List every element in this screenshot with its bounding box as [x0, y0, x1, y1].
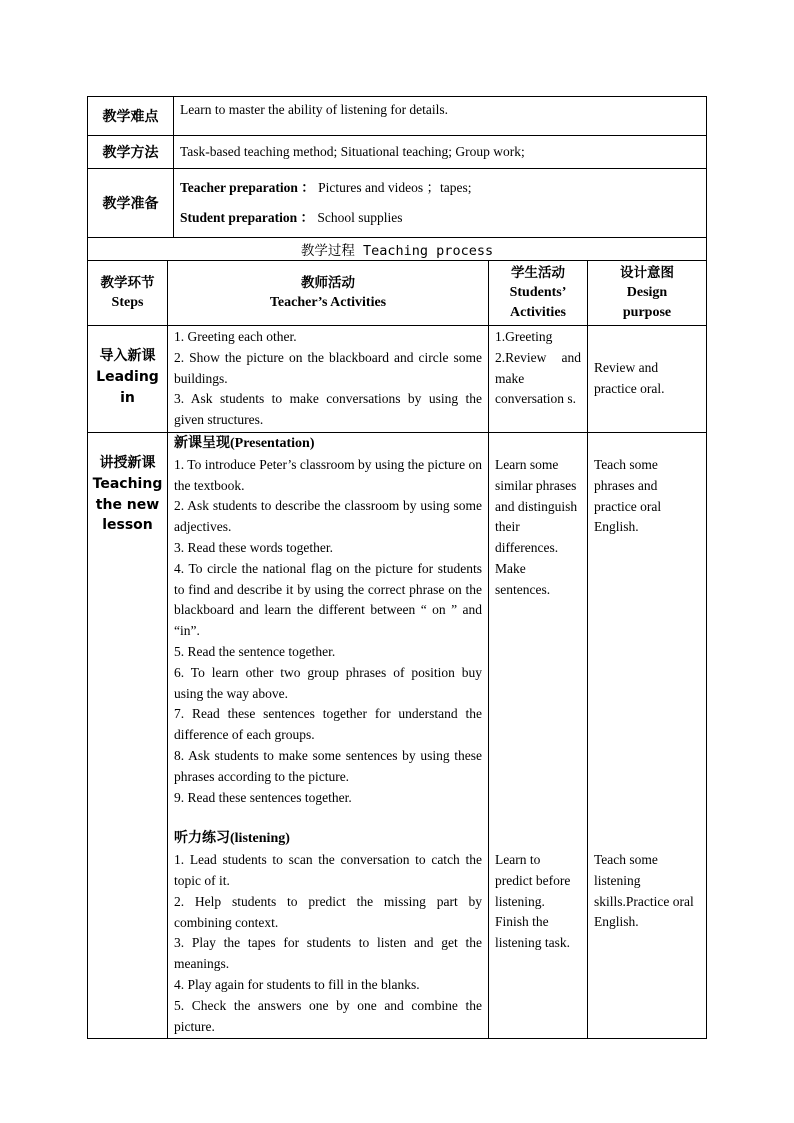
listening-item: 3. Play the tapes for students to listen and get the meanings.: [174, 935, 482, 972]
listening-item: 2. Help students to predict the missing part by combining context.: [174, 893, 482, 930]
leading-in-teacher: [168, 326, 489, 433]
presentation-item: 9. Read these sentences together.: [174, 789, 352, 805]
new-lesson-row: [88, 432, 707, 1038]
presentation-item: 3. Read these words together.: [174, 539, 333, 555]
methods-text: Task-based teaching method; Situational teaching; Group work;: [174, 136, 707, 169]
new-lesson-students: [489, 432, 588, 1038]
purpose-header-en1: Design: [626, 285, 668, 300]
steps-header: [88, 261, 168, 326]
preparation-row: [88, 169, 707, 238]
leading-in-teacher-item: 1. Greeting each other.: [174, 329, 297, 344]
student-preparation-text: School supplies: [317, 210, 403, 225]
listening-item: 5. Check the answers one by one and combine the picture.: [174, 997, 482, 1034]
purpose-header-en2: purpose: [622, 305, 672, 320]
new-lesson-purpose: [588, 432, 707, 1038]
leading-in-step-cn: 导入新课: [99, 348, 156, 364]
process-table: [87, 237, 707, 1039]
column-header-row: [88, 261, 707, 326]
difficulty-label: 教学难点: [88, 97, 174, 136]
listening-item: 4. Play again for students to fill in the blanks.: [174, 976, 420, 992]
presentation-item: 8. Ask students to make some sentences by using these phrases according to the picture.: [174, 747, 482, 784]
difficulty-text: Learn to master the ability of listening for details.: [174, 97, 707, 136]
presentation-purpose: Teach some phrases and practice oral English.: [594, 456, 662, 535]
leading-in-step-en2: in: [120, 389, 135, 406]
design-purpose-header: [588, 261, 707, 326]
listening-item: 1. Lead students to scan the conversation to catch the topic of it.: [174, 852, 482, 888]
steps-header-en: Steps: [111, 295, 144, 310]
presentation-students: Learn some similar phrases and distinguish their differences. Make sentences.: [495, 456, 578, 597]
new-lesson-teacher: [168, 432, 489, 1038]
new-lesson-step: [88, 432, 168, 1038]
leading-in-row: [88, 326, 707, 433]
presentation-item: 2. Ask students to describe the classroom by using some adjectives.: [174, 498, 482, 535]
teacher-preparation-label: Teacher preparation ：: [180, 180, 315, 195]
leading-in-teacher-item: 3. Ask students to make conversations by using the given structures.: [174, 391, 482, 428]
preparation-label: 教学准备: [88, 169, 174, 238]
listening-title: 听力练习(listening): [174, 831, 290, 847]
teacher-preparation: [180, 173, 700, 203]
teacher-activities-header: [168, 261, 489, 326]
difficulty-row: [88, 97, 707, 136]
preparation-content: [174, 169, 707, 238]
new-lesson-step-en1: Teaching: [92, 475, 163, 492]
teacher-header-en: Teacher’s Activities: [269, 295, 387, 310]
listening-students: Learn to predict before listening. Finish the listening task.: [495, 851, 571, 951]
leading-in-students-item: 2.Review and make conversation s.: [495, 349, 581, 407]
presentation-item: 1. To introduce Peter’s classroom by using the picture on the textbook.: [174, 456, 482, 493]
purpose-header-cn: 设计意图: [620, 265, 674, 281]
students-header-en2: Activities: [510, 305, 566, 320]
leading-in-step: [88, 326, 168, 433]
leading-in-teacher-item: 2. Show the picture on the blackboard and circle some buildings.: [174, 349, 482, 386]
header-table: [87, 96, 707, 238]
methods-row: [88, 136, 707, 169]
student-preparation-label: Student preparation ：: [180, 210, 315, 225]
leading-in-students: [489, 326, 588, 433]
teacher-preparation-text: Pictures and videos ；tapes;: [318, 180, 472, 195]
steps-header-cn: 教学环节: [100, 275, 155, 291]
process-title-row: [88, 238, 707, 261]
methods-label: 教学方法: [88, 136, 174, 169]
leading-in-students-item: 1.Greeting: [495, 329, 553, 344]
listening-purpose: Teach some listening skills.Practice oral English.: [594, 851, 694, 930]
presentation-title: 新课呈现(Presentation): [174, 435, 315, 451]
presentation-item: 6. To learn other two group phrases of position buy using the way above.: [174, 664, 482, 701]
teacher-header-cn: 教师活动: [301, 275, 355, 291]
presentation-item: 7. Read these sentences together for understand the difference of each groups.: [174, 706, 482, 743]
leading-in-step-en1: Leading: [96, 368, 159, 385]
students-activities-header: [489, 261, 588, 326]
lesson-plan-page: [87, 96, 707, 1039]
student-preparation: [180, 203, 700, 233]
leading-in-purpose: Review and practice oral.: [588, 326, 707, 433]
presentation-item: 5. Read the sentence together.: [174, 643, 336, 659]
new-lesson-step-en2: the new: [95, 496, 160, 513]
presentation-item: 4. To circle the national flag on the picture for students to find and describe it by using the correct phrase on the blackboard and learn the different between “ on ” and “in”.: [174, 560, 482, 639]
new-lesson-step-en3: lesson: [102, 517, 153, 534]
students-header-cn: 学生活动: [511, 265, 565, 281]
section-spacer: [174, 808, 482, 829]
process-title: 教学过程 Teaching process: [88, 238, 707, 261]
new-lesson-step-cn: 讲授新课: [99, 454, 156, 471]
students-header-en1: Students’: [509, 285, 567, 300]
